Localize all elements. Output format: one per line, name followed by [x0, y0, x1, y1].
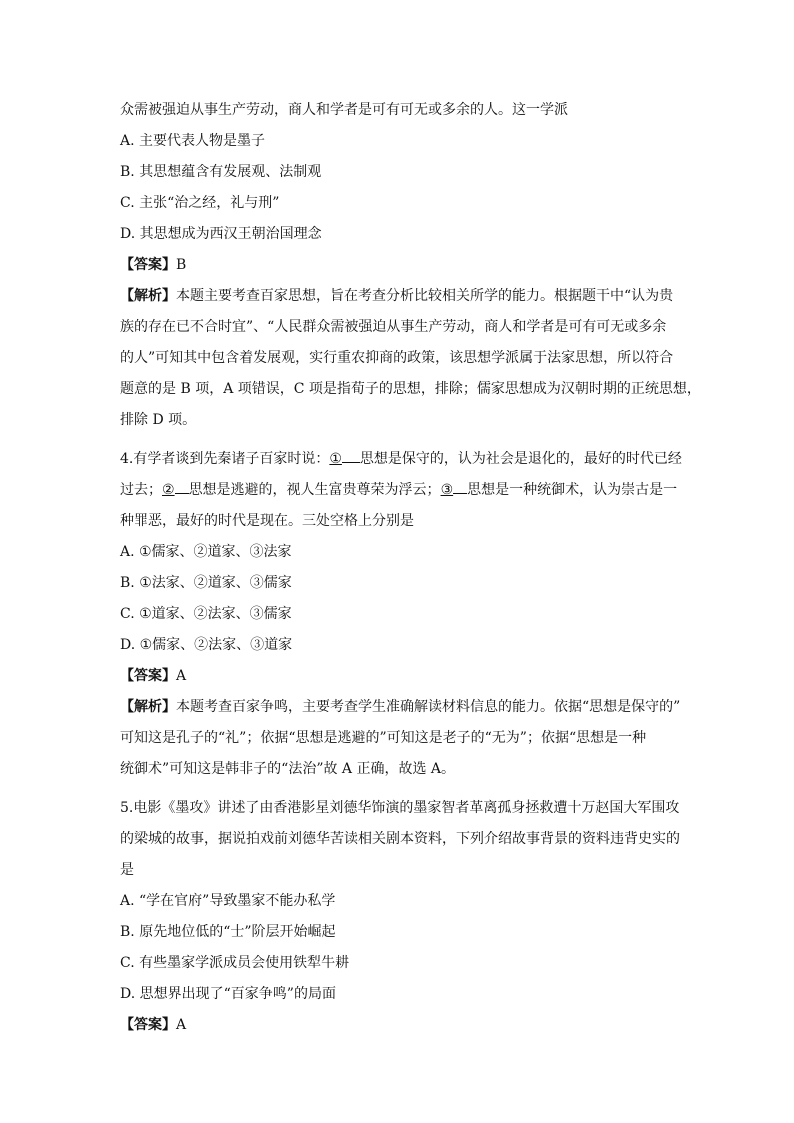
q4-stem-line-1	[120, 444, 680, 475]
q4-analysis-line-3: 统御术”可知这是韩非子的“法治”故 A 正确，故选 A。	[120, 761, 456, 777]
q4-answer-label: 【答案】	[120, 668, 176, 684]
q4-blank-2: ②	[162, 482, 175, 498]
q4-option-a: A. ①儒家、②道家、③法家	[120, 544, 292, 560]
q5-option-d: D. 思想界出现了“百家争鸣”的局面	[120, 986, 336, 1002]
q3-analysis-line-2: 族的存在已不合时宜”、“人民群众需被强迫从事生产劳动，商人和学者是可有可无或多余	[120, 319, 667, 335]
q4-stem-text-2b: 思想是逃避的，视人生富贵尊荣为浮云；	[188, 482, 441, 498]
q3-option-a: A. 主要代表人物是墨子	[120, 133, 266, 149]
q4-analysis-text-1: 本题考查百家争鸣，主要考查学生准确解读材料信息的能力。依据“思想是保守的”	[176, 699, 681, 715]
q5-stem-line-2: 的梁城的故事，据说拍戏前刘德华苦读相关剧本资料，下列介绍故事背景的资料违背史实的	[120, 831, 680, 847]
q5-stem-line-3: 是	[120, 862, 134, 878]
q4-stem-line-3: 种罪恶，最好的时代是现在。三处空格上分别是	[120, 513, 414, 529]
q5-answer-label: 【答案】	[120, 1017, 176, 1033]
q4-stem-line-2	[120, 475, 680, 506]
question-5	[120, 793, 680, 1041]
q3-analysis-text-1: 本题主要考查百家思想，旨在考查分析比较相关所学的能力。根据题干中“认为贵	[176, 288, 674, 304]
q4-analysis-label: 【解析】	[120, 699, 176, 715]
q4-blank-1-line	[342, 450, 360, 463]
q5-option-c: C. 有些墨家学派成员会使用铁犁牛耕	[120, 955, 350, 971]
q3-analysis-label: 【解析】	[120, 288, 176, 304]
q4-option-c: C. ①道家、②法家、③儒家	[120, 606, 292, 622]
q3-analysis-line-5: 排除 D 项。	[120, 412, 197, 428]
q5-answer	[120, 1010, 680, 1041]
q4-stem-text-1a: 4.有学者谈到先秦诸子百家时说：	[120, 451, 330, 467]
question-4	[120, 444, 680, 785]
q3-analysis-line-1	[120, 281, 680, 312]
q3-answer-label: 【答案】	[120, 257, 176, 273]
q5-stem-line-1: 5.电影《墨攻》讲述了由香港影星刘德华饰演的墨家智者革离孤身拯救遭十万赵国大军围攻	[120, 800, 680, 816]
q4-blank-2-line	[175, 481, 189, 494]
q4-analysis-line-1	[120, 692, 680, 723]
q4-answer-value: A	[176, 668, 187, 684]
q4-analysis-line-2: 可知这是孔子的“礼”；依据“思想是逃避的”可知这是老子的“无为”；依据“思想是一种	[120, 730, 647, 746]
q5-option-a: A. “学在官府”导致墨家不能办私学	[120, 893, 336, 909]
q3-analysis-line-4: 题意的是 B 项，A 项错误，C 项是指荀子的思想，排除；儒家思想成为汉朝时期的正统思想，	[120, 381, 701, 397]
q4-blank-3-line	[453, 481, 467, 494]
q3-option-b: B. 其思想蕴含有发展观、法制观	[120, 164, 322, 180]
q3-stem-tail: 众需被强迫从事生产劳动，商人和学者是可有可无或多余的人。这一学派	[120, 102, 568, 118]
q3-answer-value: B	[176, 257, 187, 273]
q4-stem-text-1b: 思想是保守的，认为社会是退化的，最好的时代已经	[359, 451, 682, 467]
q4-answer	[120, 661, 680, 692]
q3-answer	[120, 250, 680, 281]
q4-option-b: B. ①法家、②道家、③儒家	[120, 575, 292, 591]
q4-blank-1: ①	[329, 451, 342, 467]
q3-option-c: C. 主张“治之经，礼与刑”	[120, 195, 280, 211]
q4-stem-text-2c: 思想是一种统御术，认为崇古是一	[467, 482, 678, 498]
q4-stem-text-2a: 过去；	[120, 482, 162, 498]
question-3	[120, 95, 701, 436]
q3-analysis-line-3: 的人”可知其中包含着发展观，实行重农抑商的政策，该思想学派属于法家思想，所以符合	[120, 350, 674, 366]
q5-answer-value: A	[176, 1017, 187, 1033]
q3-option-d: D. 其思想成为西汉王朝治国理念	[120, 226, 322, 242]
q5-option-b: B. 原先地位低的“士”阶层开始崛起	[120, 924, 336, 940]
q4-blank-3: ③	[440, 482, 454, 498]
q4-option-d: D. ①儒家、②法家、③道家	[120, 637, 293, 653]
